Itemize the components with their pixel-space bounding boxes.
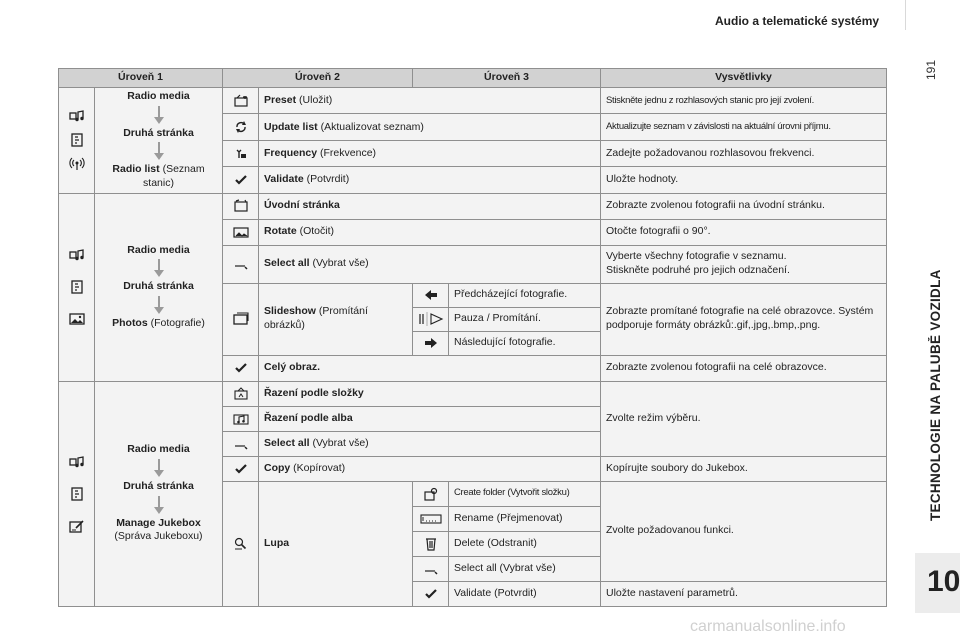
preset-icon	[233, 94, 249, 108]
level1-subtitle: Druhá stránka	[123, 479, 194, 492]
rename-icon	[420, 512, 442, 526]
level1-title: Radio media	[127, 443, 190, 456]
photos-icon	[69, 312, 85, 326]
preset-label: Preset	[264, 93, 297, 106]
header-explanations: Vysvětlivky	[601, 69, 887, 88]
fullscreen-desc: Zobrazte zvolenou fotografii na celé obrazovce.	[601, 355, 887, 381]
level1-bottom-normal: (Seznam stanic)	[143, 163, 205, 189]
create-folder-icon	[423, 487, 439, 501]
arrow-down-icon	[153, 259, 165, 278]
level1-bottom-bold: Manage Jukebox	[116, 516, 201, 529]
frequency-label-normal: (Frekvence)	[317, 146, 377, 159]
frequency-icon-cell	[223, 140, 259, 166]
select-all-icon	[233, 257, 249, 271]
checkmark-icon	[233, 462, 249, 476]
update-list-icon-cell	[223, 114, 259, 140]
copy-label-normal: (Kopírovat)	[290, 461, 346, 474]
sort-album-icon-cell	[223, 406, 259, 431]
update-list-label-normal: (Aktualizovat seznam)	[317, 120, 424, 133]
checkmark-icon	[233, 173, 249, 187]
lupa-select-all: Select all (Vybrat vše)	[449, 556, 601, 581]
select-all-desc	[601, 245, 887, 283]
level1-icons	[59, 381, 95, 606]
refresh-icon	[233, 120, 249, 134]
lupa-desc: Zvolte požadovanou funkci.	[601, 481, 887, 581]
slideshow-icon-cell	[223, 283, 259, 355]
next-photo: Následující fotografie.	[449, 331, 601, 355]
second-page-icon	[69, 133, 85, 147]
arrow-down-icon	[153, 142, 165, 161]
level1-jukebox	[95, 381, 223, 606]
trash-icon	[423, 537, 439, 551]
select-all-desc-line2: Stiskněte podruhé pro jejich odznačení.	[606, 264, 790, 277]
checkmark-icon	[233, 361, 249, 375]
header-divider	[905, 0, 906, 30]
header-level2: Úroveň 2	[223, 69, 413, 88]
preset-desc: Stiskněte jednu z rozhlasových stanic pro její zvolení.	[601, 88, 887, 114]
album-sort-icon	[233, 412, 249, 426]
jukebox-select-all-label-normal: (Vybrat vše)	[309, 436, 369, 449]
select-all-desc-line1: Vyberte všechny fotografie v seznamu.	[606, 250, 787, 263]
pause-play-icon	[417, 312, 445, 326]
select-all-icon	[233, 437, 249, 451]
table-row	[59, 88, 887, 114]
sort-folder-icon-cell	[223, 381, 259, 406]
level1-bottom-bold: Radio list	[112, 163, 160, 176]
level1-title: Radio media	[127, 90, 190, 102]
frequency-label: Frequency	[264, 146, 318, 159]
lupa-icon-cell	[223, 481, 259, 606]
create-folder-icon-cell	[413, 481, 449, 506]
magnifier-icon	[233, 537, 249, 551]
page-header-title: Audio a telematické systémy	[715, 14, 880, 28]
rotate-desc: Otočte fotografii o 90°.	[601, 219, 887, 245]
validate-icon-cell	[223, 167, 259, 193]
slideshow-label-cell	[259, 283, 413, 355]
level1-icons	[59, 88, 95, 194]
update-list-desc: Aktualizujte seznam v závislosti na aktuální úrovni příjmu.	[601, 114, 887, 140]
rename: Rename (Přejmenovat)	[449, 506, 601, 531]
previous-photo: Předcházející fotografie.	[449, 283, 601, 307]
header-level1: Úroveň 1	[59, 69, 223, 88]
home-page-label: Úvodní stránka	[264, 199, 340, 212]
frequency-icon	[233, 146, 249, 160]
sort-album-label: Řazení podle alba	[264, 411, 353, 424]
rotate-label-normal: (Otočit)	[296, 225, 335, 238]
page-number: 191	[924, 60, 938, 81]
menu-table	[58, 68, 887, 607]
arrow-down-icon	[153, 459, 165, 478]
level1-bottom-bold: Photos	[112, 316, 148, 329]
level1-radio-list	[95, 88, 223, 194]
home-page-desc: Zobrazte zvolenou fotografii na úvodní stránku.	[601, 193, 887, 219]
folder-sort-icon	[233, 387, 249, 401]
select-all-label-normal: (Vybrat vše)	[309, 257, 369, 270]
level1-icons	[59, 193, 95, 381]
preset-label-normal: (Uložit)	[296, 93, 333, 106]
header-level3: Úroveň 3	[413, 69, 601, 88]
lupa-select-all-icon-cell	[413, 556, 449, 581]
copy-icon-cell	[223, 456, 259, 481]
rename-icon-cell	[413, 506, 449, 531]
slideshow-label-normal: (Promítání obrázků)	[264, 305, 368, 332]
slideshow-desc: Zobrazte promítané fotografie na celé obrazovce. Systém podporuje formáty obrázků:.gif,.jpg,.bmp,.png.	[601, 283, 887, 355]
level1-title: Radio media	[127, 243, 190, 256]
lupa-validate-desc: Uložte nastavení parametrů.	[601, 581, 887, 606]
table-row	[59, 193, 887, 219]
watermark: carmanualsonline.info	[690, 618, 846, 635]
level1-bottom-normal: (Správa Jukeboxu)	[114, 530, 203, 543]
frequency-desc: Zadejte požadovanou rozhlasovou frekvenci.	[601, 140, 887, 166]
select-mode-desc: Zvolte režim výběru.	[601, 381, 887, 456]
lupa-validate: Validate (Potvrdit)	[449, 581, 601, 606]
rotate-icon-cell	[223, 219, 259, 245]
rotate-label: Rotate	[264, 225, 297, 238]
lupa-label-cell	[259, 481, 413, 606]
jukebox-select-all-label: Select all	[264, 436, 310, 449]
lupa-label: Lupa	[264, 536, 290, 549]
validate-label: Validate	[264, 173, 304, 186]
chapter-label: TECHNOLOGIE NA PALUBĚ VOZIDLA	[928, 269, 943, 521]
home-photo-icon	[233, 199, 249, 213]
home-page-icon-cell	[223, 193, 259, 219]
level1-subtitle: Druhá stránka	[123, 280, 194, 293]
validate-desc: Uložte hodnoty.	[601, 167, 887, 193]
slideshow-icon	[233, 312, 249, 326]
select-all-label: Select all	[264, 257, 310, 270]
create-folder: Create folder (Vytvořit složku)	[449, 481, 601, 506]
select-all-icon	[423, 562, 439, 576]
second-page-icon	[69, 280, 85, 294]
arrow-down-icon	[153, 496, 165, 515]
radio-list-icon	[69, 157, 85, 171]
second-page-icon	[69, 487, 85, 501]
arrow-down-icon	[153, 296, 165, 315]
radio-media-icon	[69, 248, 85, 262]
pause-play-icon-cell	[413, 307, 449, 331]
pause-play: Pauza / Promítání.	[449, 307, 601, 331]
previous-icon-cell	[413, 283, 449, 307]
level1-bottom-normal: (Fotografie)	[147, 316, 205, 329]
arrow-right-icon	[423, 336, 439, 350]
delete-icon-cell	[413, 531, 449, 556]
slideshow-label: Slideshow	[264, 305, 316, 318]
chapter-number: 10	[927, 565, 960, 598]
sort-folder-label: Řazení podle složky	[264, 386, 364, 399]
delete: Delete (Odstranit)	[449, 531, 601, 556]
radio-media-icon	[69, 455, 85, 469]
arrow-left-icon	[423, 288, 439, 302]
jukebox-edit-icon	[69, 519, 85, 533]
copy-label: Copy	[264, 461, 291, 474]
checkmark-icon	[423, 587, 439, 601]
table-header-row	[59, 69, 887, 88]
validate-label-normal: (Potvrdit)	[303, 173, 350, 186]
arrow-down-icon	[153, 106, 165, 125]
fullscreen-icon-cell	[223, 355, 259, 381]
lupa-validate-icon-cell	[413, 581, 449, 606]
select-all-icon-cell	[223, 245, 259, 283]
radio-media-icon	[69, 109, 85, 123]
update-list-label: Update list	[264, 120, 318, 133]
level1-subtitle: Druhá stránka	[123, 126, 194, 139]
preset-icon-cell	[223, 88, 259, 114]
copy-desc: Kopírujte soubory do Jukebox.	[601, 456, 887, 481]
level1-photos	[95, 193, 223, 381]
table-row	[59, 381, 887, 406]
fullscreen-label: Celý obraz.	[264, 361, 321, 374]
rotate-icon	[233, 225, 249, 239]
next-icon-cell	[413, 331, 449, 355]
jukebox-select-all-icon-cell	[223, 431, 259, 456]
